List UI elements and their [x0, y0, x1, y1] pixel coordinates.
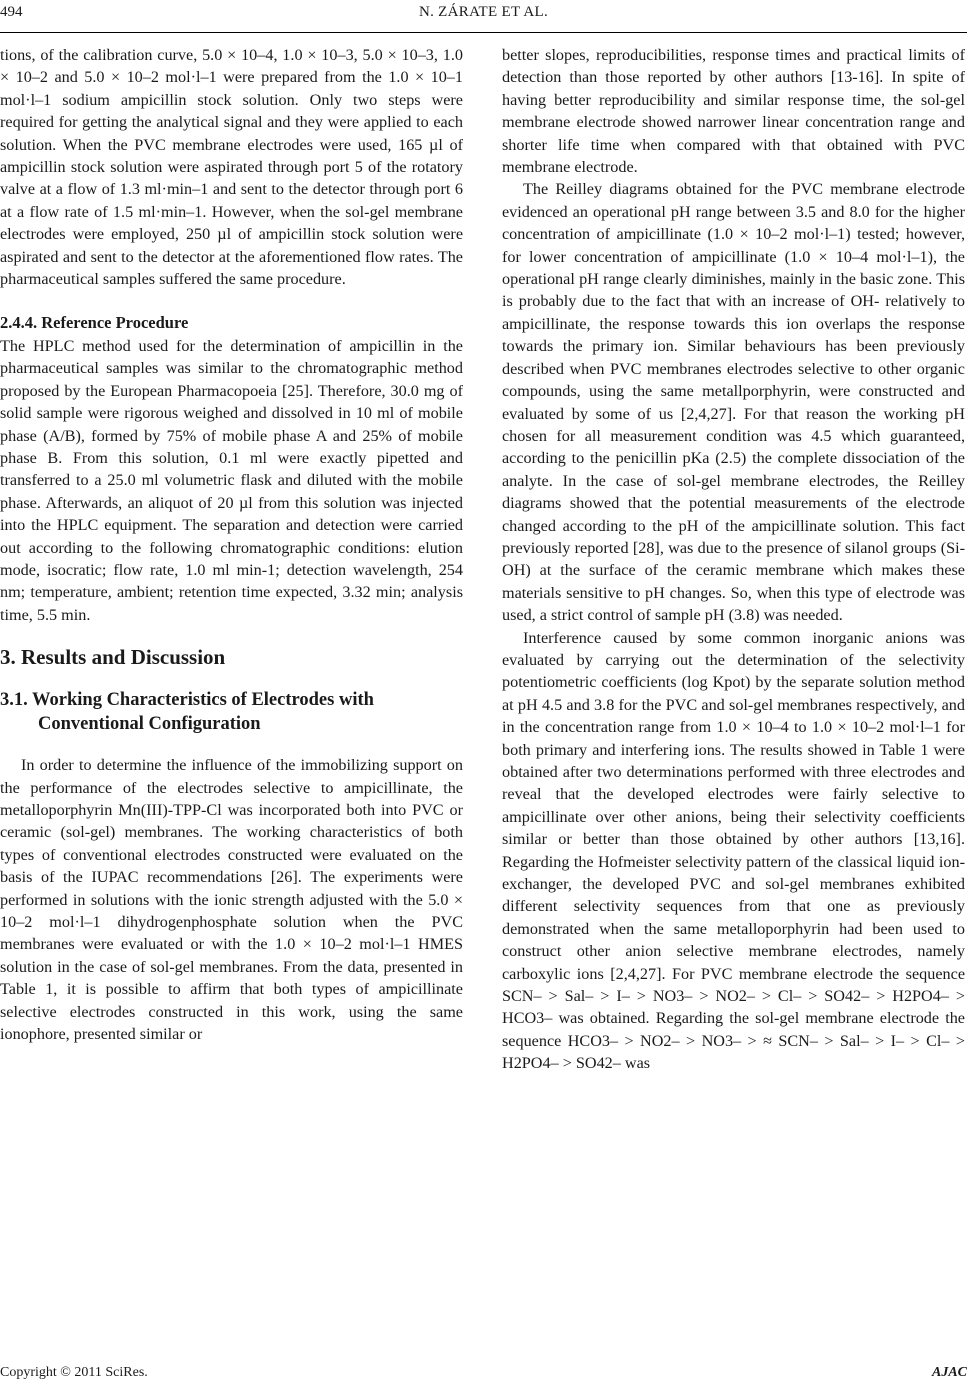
running-head: N. ZÁRATE ET AL.: [418, 4, 549, 20]
paragraph-slopes: better slopes, reproducibilities, response times and practical limits of detection than those reported by other authors [13-16]. In spite of having better reproducibility and similar response time, the sol-gel membrane electrode showed narrower linear concentration range and shorter life time when compared with that obtained with PVC membrane electrode.: [502, 46, 965, 177]
page-footer: [0, 1365, 967, 1381]
header-rule: [0, 32, 967, 33]
right-column: [502, 44, 965, 1075]
paragraph-reilley: The Reilley diagrams obtained for the PVC membrane electrode evidenced an operational pH range between 3.5 and 8.0 for the higher concentration of ampicillinate (1.0 × 10–2 mol·l–1) tested; however, for lower concentration of ampicillinate (1.0 × 10–4 mol·l–1), the operational pH range clearly diminishes, mainly in the basic zone. This is probably due to the fact that with an increase of OH- relatively to ampicillinate, the response towards this ion overlaps the response towards the primary ion. Similar behaviours has been previously described when PVC membranes electrodes selective to other organic compounds, using the same metallporphyrin, were constructed and evaluated by some of us [2,4,27]. For that reason the working pH chosen for all measurement condition was 4.5 which guaranteed, according to the penicillin pKa (2.5) the complete dissociation of the analyte. In the case of sol-gel membrane electrodes, the Reilley diagrams showed that the potential measurements of the electrode changed according to the pH of the ampicillinate solution. This fact previously reported [28], was due to the presence of silanol groups (Si-OH) at the surface of the ceramic membrane which makes these materials sensitive to pH changes. So, when this type of electrode was used, a strict control of sample pH (3.8) was needed.: [502, 180, 965, 625]
subsection-heading-reference-procedure: 2.4.4. Reference Procedure: [0, 313, 189, 333]
page-number: 494: [0, 4, 23, 20]
page-header: [0, 0, 967, 30]
subsection-heading-working-characteristics: 3.1. Working Characteristics of Electrodes with Conventional Configuration: [0, 690, 374, 735]
copyright: Copyright © 2011 SciRes.: [0, 1365, 148, 1380]
paragraph-reference-procedure: The HPLC method used for the determination of ampicillin in the pharmaceutical samples was similar to the chromatographic method proposed by the European Pharmacopoeia [25]. Therefore, 30.0 mg of solid sample were rigorous weighed and dissolved in 10 ml of mobile phase (A/B), formed by 75% of mobile phase A and 25% of mobile phase B. From this solution, 0.1 ml were exactly pipetted and transferred to a 25.0 ml volumetric flask and diluted with the mobile phase. Afterwards, an aliquot of 20 µl from this solution was injected into the HPLC equipment. The separation and detection were carried out according to the following chromatographic conditions: elution mode, isocratic; flow rate, 1.0 ml min-1; detection wavelength, 254 nm; temperature, ambient; retention time expected, 3.32 min; analysis time, 5.5 min.: [0, 336, 463, 624]
left-column: [0, 44, 463, 1045]
journal-abbrev: AJAC: [931, 1365, 967, 1380]
paragraph-continued: tions, of the calibration curve, 5.0 × 10–4, 1.0 × 10–3, 5.0 × 10–3, 1.0 × 10–2 and 5.0 × 10–2 mol·l–1 were prepared from the 1.0 × 10–1 mol·l–1 sodium ampicillin stock solution. Only two steps were required for getting the analytical signal and they were applied to each solution. When the PVC membrane electrodes were used, 165 µl of ampicillin stock solution were aspirated through port 5 of the rotatory valve at a flow of 1.3 ml·min–1 and sent to the detector through port 6 at a flow rate of 1.5 ml·min–1. However, when the sol-gel membrane electrodes were employed, 250 µl of ampicillin stock solution were aspirated and sent to the detector at the aforementioned flow rates. The pharmaceutical samples suffered the same procedure.: [0, 46, 463, 289]
paragraph-interference: Interference caused by some common inorganic anions was evaluated by carrying out the determination of the selectivity potentiometric coefficients (log Kpot) by the separate solution method at pH 4.5 and 3.8 for the PVC and sol-gel membranes respectively, and in the concentration range from 1.0 × 10–4 to 1.0 × 10–2 mol·l–1 for both primary and interfering ions. The results showed in Table 1 were obtained after two determinations performed with three electrodes and reveal that the developed electrodes were fairly selective to ampicillinate over other anions, being their selectivity coefficients similar or better than those obtained by other authors [13,16]. Regarding the Hofmeister selectivity pattern of the classical liquid ion-exchanger, the developed PVC and sol-gel membranes exhibited different selectivity sequences from that one as previously demonstrated when the same metalloporphyrin had been used to construct other anion selective membrane electrodes, namely carboxylic ions [2,4,27]. For PVC membrane electrode the sequence SCN– > Sal– > I– > NO3– > NO2– > Cl– > SO42– > H2PO4– > HCO3– was obtained. Regarding the sol-gel membrane electrode the sequence HCO3– > NO2– > NO3– > ≈ SCN– > Sal– > I– > Cl– > H2PO4– > SO42– was: [502, 628, 965, 1073]
section-heading-results: 3. Results and Discussion: [0, 645, 226, 670]
paragraph-working-characteristics: In order to determine the influence of the immobilizing support on the performance of the electrodes selective to ampicillinate, the metalloporphyrin Mn(III)-TPP-Cl was incorporated both into PVC or ceramic (sol-gel) membranes. The working characteristics of both types of conventional electrodes constructed were evaluated on the basis of the IUPAC recommendations [26]. The experiments were performed in solutions with the ionic strength adjusted with the 5.0 × 10–2 mol·l–1 dihydrogenphosphate solution when the PVC membranes were evaluated or with the 1.0 × 10–2 mol·l–1 HMES solution in the case of sol-gel membranes. From the data, presented in Table 1, it is possible to affirm that both types of ampicillinate selective electrodes constructed in this work, using the same ionophore, presented similar or: [0, 756, 463, 1044]
